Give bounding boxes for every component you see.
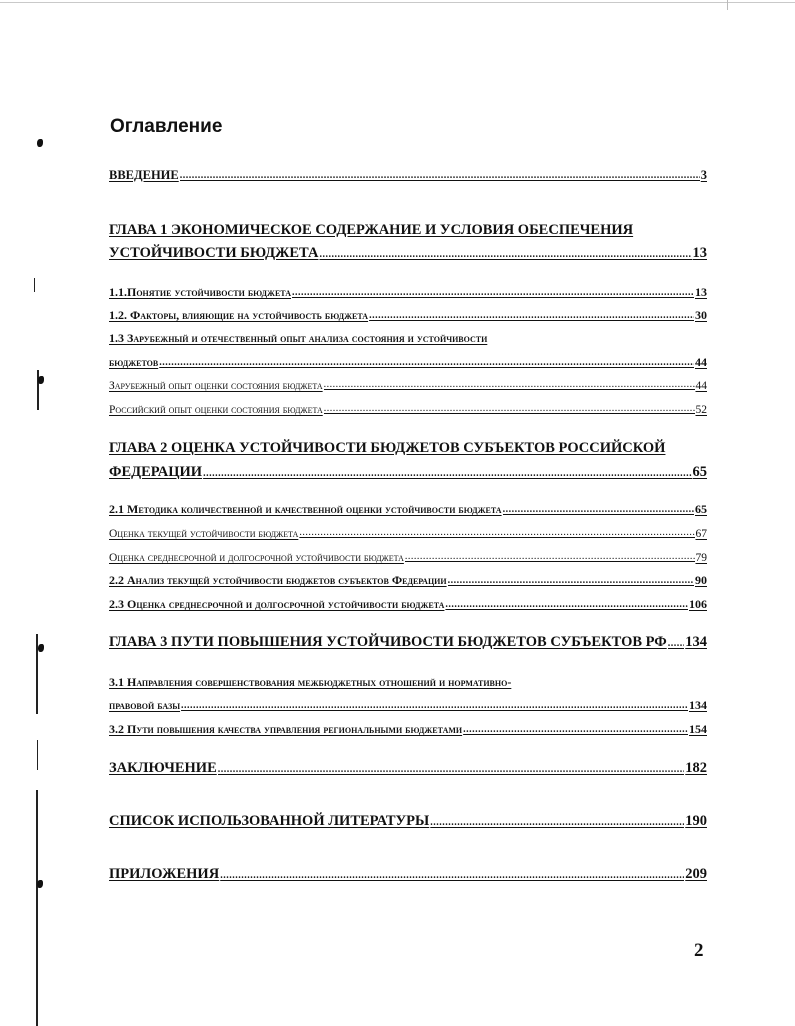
leader-dots [218, 763, 684, 777]
leader-dots [405, 550, 695, 564]
leader-dots [324, 378, 695, 392]
leader-dots [299, 526, 694, 540]
scan-artifact-line [37, 740, 38, 770]
leader-dots [430, 816, 684, 830]
page-number: 2 [694, 940, 704, 961]
leader-dots [220, 869, 684, 883]
leader-dots [448, 574, 694, 588]
leader-dots [503, 503, 694, 517]
toc-entry-1-1[interactable]: 1.1.Понятие устойчивости бюджета ..... 13 [109, 285, 707, 300]
scan-artifact-dot [37, 139, 43, 147]
leader-dots [181, 699, 688, 713]
scan-artifact-dot [38, 376, 44, 384]
leader-dots [445, 598, 688, 612]
toc-entry-chapter3[interactable]: ГЛАВА 3 ПУТИ ПОВЫШЕНИЯ УСТОЙЧИВОСТИ БЮДЖЕТОВ СУБЪЕКТОВ РФ ..... 134 [109, 634, 707, 651]
leader-dots [668, 637, 685, 651]
toc-entry-appendix[interactable]: ПРИЛОЖЕНИЯ ..... 209 [109, 866, 707, 883]
toc-entry-chapter1-line1[interactable]: ГЛАВА 1 ЭКОНОМИЧЕСКОЕ СОДЕРЖАНИЕ И УСЛОВИЯ ОБЕСПЕЧЕНИЯ [109, 222, 634, 238]
toc-entry-3-2[interactable]: 3.2 Пути повышения качества управления региональными бюджетами ..... 154 [109, 722, 707, 737]
toc-entry-chapter2[interactable]: ФЕДЕРАЦИИ ..... 65 [109, 464, 707, 481]
scan-artifact-dot [38, 644, 44, 652]
toc-entry-1-3-a[interactable]: Зарубежный опыт оценки состояния бюджета ..... 44 [109, 378, 707, 392]
toc-entry-references[interactable]: СПИСОК ИСПОЛЬЗОВАННОЙ ЛИТЕРАТУРЫ ..... 190 [109, 813, 707, 830]
toc-entry-3-1-line1[interactable]: 3.1 Направления совершенствования межбюджетных отношений и нормативно- [109, 675, 512, 689]
scan-top-edge [0, 2, 795, 3]
toc-title: Оглавление [110, 116, 223, 137]
leader-dots [180, 169, 700, 183]
leader-dots [369, 309, 694, 323]
toc-entry-1-2[interactable]: 1.2. Факторы, влияющие на устойчивость бюджета ..... 30 [109, 308, 707, 323]
toc-entry-chapter1[interactable]: УСТОЙЧИВОСТИ БЮДЖЕТА ..... 13 [109, 245, 707, 262]
leader-dots [463, 723, 688, 737]
toc-entry-2-1-a[interactable]: Оценка текущей устойчивости бюджета ..... 67 [109, 526, 707, 540]
toc-entry-intro[interactable]: ВВЕДЕНИЕ ..... 3 [109, 168, 707, 183]
toc-entry-3-1[interactable]: правовой базы ..... 134 [109, 698, 707, 713]
scan-artifact-line [36, 790, 38, 1026]
toc-entry-chapter2-line1[interactable]: ГЛАВА 2 ОЦЕНКА УСТОЙЧИВОСТИ БЮДЖЕТОВ СУБЪЕКТОВ РОССИЙСКОЙ [109, 440, 666, 456]
toc-entry-1-3[interactable]: бюджетов ..... 44 [109, 355, 707, 370]
leader-dots [292, 286, 694, 300]
leader-dots [319, 248, 691, 262]
toc-entry-2-1-b[interactable]: Оценка среднесрочной и долгосрочной устойчивости бюджета ..... 79 [109, 550, 707, 564]
scan-right-tick [727, 0, 728, 10]
toc-entry-2-3[interactable]: 2.3 Оценка среднесрочной и долгосрочной устойчивости бюджета ..... 106 [109, 597, 707, 612]
toc-entry-1-3-line1[interactable]: 1.3 Зарубежный и отечественный опыт анализа состояния и устойчивости [109, 331, 488, 345]
toc-entry-2-1[interactable]: 2.1 Методика количественной и качественной оценки устойчивости бюджета ..... 65 [109, 502, 707, 517]
leader-dots [203, 467, 691, 481]
scan-artifact-dot [37, 880, 43, 888]
toc-entry-conclusion[interactable]: ЗАКЛЮЧЕНИЕ ..... 182 [109, 760, 707, 777]
toc-entry-1-3-b[interactable]: Российский опыт оценки состояния бюджета ..... 52 [109, 402, 707, 416]
leader-dots [159, 356, 694, 370]
leader-dots [324, 402, 695, 416]
toc-entry-2-2[interactable]: 2.2 Анализ текущей устойчивости бюджетов субъектов Федерации ..... 90 [109, 573, 707, 588]
scan-artifact-line [34, 278, 35, 292]
